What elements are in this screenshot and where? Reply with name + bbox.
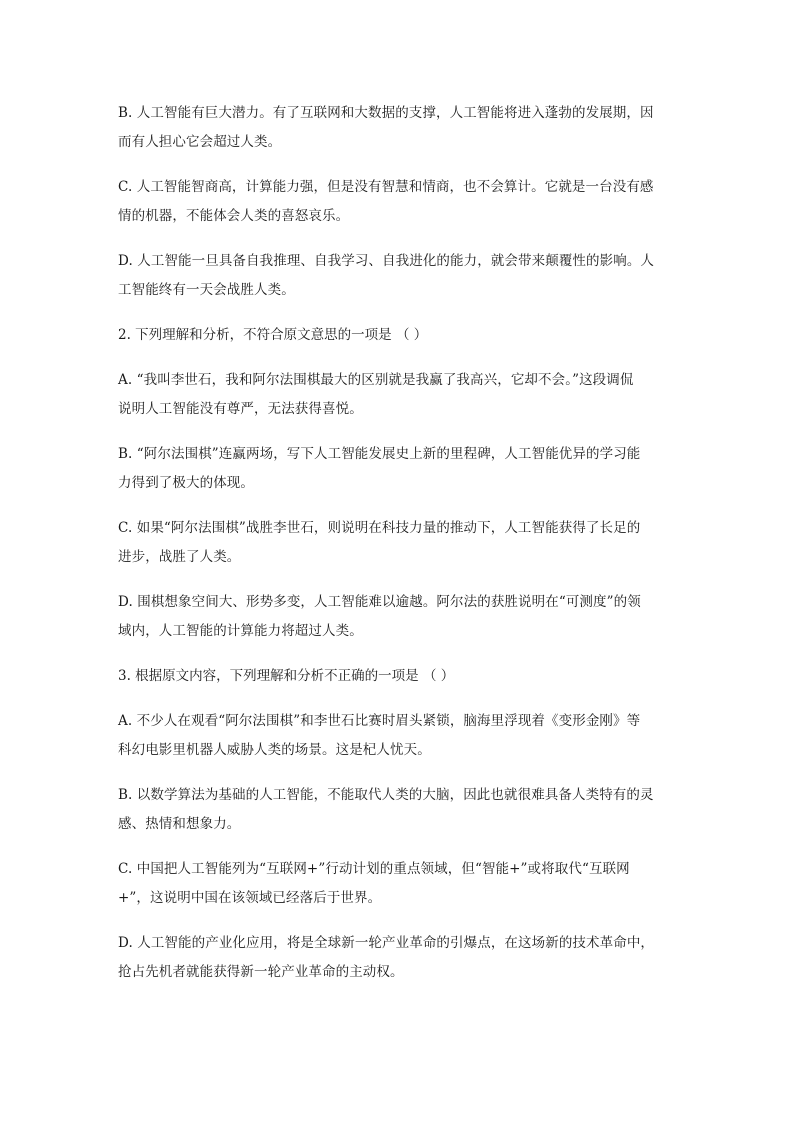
text-line: B. “阿尔法围棋”连赢两场，写下人工智能发展史上新的里程碑，人工智能优异的学习能: [118, 446, 641, 462]
question-3: [118, 662, 674, 691]
text-line: 进步，战胜了人类。: [118, 549, 241, 565]
text-line: 工智能终有一天会战胜人类。: [118, 282, 295, 298]
question-text: 2. 下列理解和分析，不符合原文意思的一项是 （ ）: [118, 327, 428, 343]
text-line: D. 人工智能的产业化应用，将是全球新一轮产业革命的引爆点，在这场新的技术革命中，: [118, 935, 655, 951]
text-line: D. 人工智能一旦具备自我推理、自我学习、自我进化的能力，就会带来颠覆性的影响。人: [118, 253, 655, 269]
document-content: [118, 99, 674, 1003]
text-line: D. 围棋想象空间大、形势多变，人工智能难以逾越。阿尔法的获胜说明在“可测度”的领: [118, 594, 641, 610]
question-text: 3. 根据原文内容，下列理解和分析不正确的一项是 （ ）: [118, 668, 455, 684]
option-b-q3: [118, 781, 674, 839]
option-a-q2: [118, 366, 674, 424]
option-c-q2: [118, 514, 674, 572]
text-line: C. 中国把人工智能列为“互联网+”行动计划的重点领域，但“智能+”或将取代“互联网: [118, 861, 630, 877]
text-line: C. 人工智能智商高，计算能力强，但是没有智慧和情商，也不会算计。它就是一台没有感: [118, 179, 654, 195]
option-d-q2: [118, 588, 674, 646]
text-line: 说明人工智能没有尊严，无法获得喜悦。: [118, 401, 363, 417]
option-d-q3: [118, 929, 674, 987]
text-line: B. 以数学算法为基础的人工智能，不能取代人类的大脑，因此也就很难具备人类特有的灵: [118, 787, 654, 803]
option-b-q1: [118, 99, 674, 157]
option-c-q3: [118, 855, 674, 913]
text-line: 感、热情和想象力。: [118, 816, 241, 832]
text-line: +”，这说明中国在该领域已经落后于世界。: [118, 890, 382, 906]
text-line: 域内，人工智能的计算能力将超过人类。: [118, 623, 363, 639]
text-line: 抢占先机者就能获得新一轮产业革命的主动权。: [118, 964, 404, 980]
text-line: 科幻电影里机器人威胁人类的场景。这是杞人忧天。: [118, 742, 431, 758]
text-line: B. 人工智能有巨大潜力。有了互联网和大数据的支撑，人工智能将进入蓬勃的发展期，因: [118, 105, 654, 121]
option-d-q1: [118, 247, 674, 305]
text-line: 而有人担心它会超过人类。: [118, 134, 282, 150]
option-b-q2: [118, 440, 674, 498]
text-line: A. “我叫李世石，我和阿尔法围棋最大的区别就是我赢了我高兴，它却不会。”这段调侃: [118, 372, 634, 388]
text-line: 情的机器，不能体会人类的喜怒哀乐。: [118, 208, 350, 224]
text-line: A. 不少人在观看“阿尔法围棋”和李世石比赛时眉头紧锁，脑海里浮现着《变形金刚》等: [118, 713, 641, 729]
text-line: C. 如果“阿尔法围棋”战胜李世石，则说明在科技力量的推动下，人工智能获得了长足的: [118, 520, 641, 536]
option-a-q3: [118, 707, 674, 765]
option-c-q1: [118, 173, 674, 231]
question-2: [118, 321, 674, 350]
text-line: 力得到了极大的体现。: [118, 475, 254, 491]
